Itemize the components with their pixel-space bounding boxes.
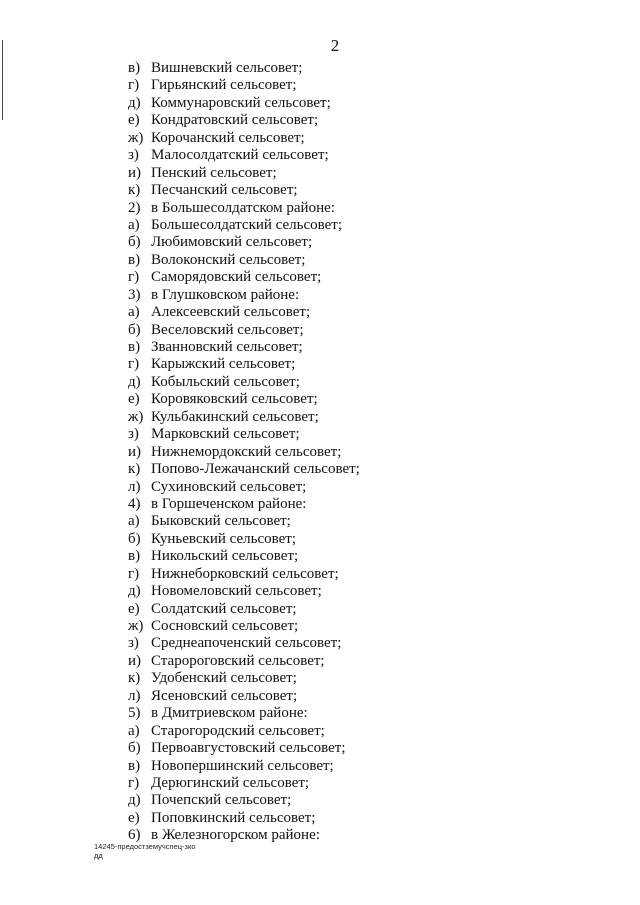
list-item-text: Нижнемордокский сельсовет; (151, 443, 342, 460)
list-item (128, 758, 360, 775)
list-item (128, 461, 360, 478)
list-item (128, 130, 360, 147)
list-item-text: Кондратовский сельсовет; (151, 112, 319, 129)
list-item (128, 566, 360, 583)
list-item (128, 374, 360, 391)
settlement-list (128, 60, 360, 845)
list-item-marker: г) (128, 774, 140, 791)
list-item (128, 165, 360, 182)
list-item-marker: 3) (128, 286, 141, 303)
list-item-marker: з) (128, 635, 139, 652)
list-item (128, 217, 360, 234)
list-item (128, 810, 360, 827)
list-item-text: Малосолдатский сельсовет; (151, 147, 329, 164)
list-item (128, 339, 360, 356)
list-item-marker: г) (128, 269, 140, 286)
footer-code: 14245-предостземучспец-зко (94, 842, 196, 851)
list-item-text: Новомеловский сельсовет; (151, 583, 322, 600)
list-item-text: в Дмитриевском районе: (151, 705, 308, 722)
list-item (128, 409, 360, 426)
list-item (128, 479, 360, 496)
list-item (128, 653, 360, 670)
list-item-text: Марковский сельсовет; (151, 426, 300, 443)
list-item (128, 618, 360, 635)
list-item (128, 252, 360, 269)
list-item (128, 688, 360, 705)
list-item-text: в Железногорском районе: (151, 827, 320, 844)
list-item (128, 77, 360, 94)
list-item-marker: в) (128, 251, 141, 268)
list-item-text: Дерюгинский сельсовет; (151, 774, 310, 791)
list-item (128, 356, 360, 373)
list-item-text: Гирьянский сельсовет; (151, 77, 297, 94)
list-item (128, 705, 360, 722)
list-item-text: Ясеновский сельсовет; (151, 687, 298, 704)
list-item-text: Алексеевский сельсовет; (151, 304, 311, 321)
list-item-text: Первоавгустовский сельсовет; (151, 740, 346, 757)
document-footer (94, 842, 196, 860)
list-item-text: Почепский сельсовет; (151, 792, 292, 809)
list-item-marker: 4) (128, 495, 141, 512)
list-item-text: Быковский сельсовет; (151, 513, 291, 530)
list-item (128, 426, 360, 443)
list-item-text: Веселовский сельсовет; (151, 321, 304, 338)
list-item (128, 234, 360, 251)
list-item-marker: в) (128, 339, 141, 355)
list-item-marker: л) (128, 687, 141, 704)
list-item-text: Сосновский сельсовет; (151, 618, 299, 634)
list-item-marker: б) (128, 234, 141, 251)
list-item-marker: и) (128, 164, 142, 181)
list-item-text: Коммунаровский сельсовет; (151, 94, 331, 111)
list-item (128, 531, 360, 548)
list-item-text: Званновский сельсовет; (151, 339, 303, 355)
list-item (128, 200, 360, 217)
list-item (128, 287, 360, 304)
list-item (128, 112, 360, 129)
list-item-marker: г) (128, 77, 140, 94)
list-item-text: Старогородский сельсовет; (151, 722, 325, 739)
list-item-marker: л) (128, 478, 141, 495)
list-item (128, 583, 360, 600)
list-item-text: Волоконский сельсовет; (151, 251, 306, 268)
list-item-marker: 2) (128, 199, 141, 216)
list-item-marker: г) (128, 356, 140, 373)
list-item-marker: и) (128, 652, 142, 669)
list-item-marker: а) (128, 722, 140, 739)
list-item-text: Пенский сельсовет; (151, 164, 277, 181)
list-item-marker: з) (128, 147, 139, 164)
list-item-marker: в) (128, 757, 141, 774)
list-item (128, 723, 360, 740)
list-item-text: в Горшеченском районе: (151, 495, 307, 512)
list-item-text: Удобенский сельсовет; (151, 670, 297, 687)
list-item-marker: и) (128, 443, 142, 460)
list-item (128, 513, 360, 530)
list-item (128, 496, 360, 513)
list-item (128, 391, 360, 408)
list-item (128, 60, 360, 77)
list-item (128, 444, 360, 461)
list-item (128, 670, 360, 687)
list-item (128, 740, 360, 757)
footer-initials: дд (94, 851, 103, 860)
list-item (128, 792, 360, 809)
list-item-text: Кульбакинский сельсовет; (151, 408, 319, 425)
list-item-text: Попово-Лежачанский сельсовет; (151, 461, 360, 478)
page-number: 2 (330, 36, 340, 55)
list-item (128, 304, 360, 321)
list-item-text: Старороговский сельсовет; (151, 652, 325, 669)
list-item-text: Нижнеборковский сельсовет; (151, 565, 339, 582)
list-item-text: Карыжский сельсовет; (151, 356, 296, 373)
list-item-text: Среднеапоченский сельсовет; (151, 635, 342, 652)
list-item-marker: б) (128, 530, 141, 547)
list-item-marker: б) (128, 740, 141, 757)
list-item-marker: ж) (128, 618, 144, 634)
list-item-text: в Глушковском районе: (151, 286, 300, 303)
list-item-text: Солдатский сельсовет; (151, 600, 297, 617)
list-item-text: Любимовский сельсовет; (151, 234, 313, 251)
list-item-marker: ж) (128, 408, 144, 425)
list-item-marker: з) (128, 426, 139, 443)
list-item-marker: б) (128, 321, 141, 338)
list-item-text: в Большесолдатском районе: (151, 199, 335, 216)
list-item-text: Новопершинский сельсовет; (151, 757, 334, 774)
list-item-text: Вишневский сельсовет; (151, 60, 303, 76)
list-item (128, 182, 360, 199)
list-item-text: Песчанский сельсовет; (151, 182, 298, 199)
list-item-marker: а) (128, 513, 140, 530)
list-item-marker: д) (128, 94, 141, 111)
list-item-text: Сухиновский сельсовет; (151, 478, 307, 495)
list-item (128, 95, 360, 112)
list-item (128, 269, 360, 286)
list-item-marker: г) (128, 565, 140, 582)
list-item-marker: ж) (128, 129, 144, 146)
list-item-text: Никольский сельсовет; (151, 548, 299, 565)
list-item-marker: д) (128, 583, 141, 600)
list-item (128, 322, 360, 339)
list-item-marker: е) (128, 600, 140, 617)
list-item-marker: е) (128, 112, 140, 129)
list-item (128, 775, 360, 792)
list-item (128, 147, 360, 164)
list-item-marker: к) (128, 461, 141, 478)
list-item (128, 635, 360, 652)
list-item-text: Коровяковский сельсовет; (151, 391, 318, 408)
list-item-marker: к) (128, 670, 141, 687)
list-item-text: Корочанский сельсовет; (151, 129, 305, 146)
list-item-text: Кобыльский сельсовет; (151, 373, 300, 390)
list-item-text: Большесолдатский сельсовет; (151, 216, 343, 233)
list-item-marker: д) (128, 792, 141, 809)
list-item-marker: а) (128, 304, 140, 321)
list-item-marker: е) (128, 809, 140, 826)
list-item-text: Куньевский сельсовет; (151, 530, 297, 547)
list-item-text: Поповкинский сельсовет; (151, 809, 316, 826)
list-item-marker: д) (128, 373, 141, 390)
list-item (128, 601, 360, 618)
list-item-marker: в) (128, 548, 141, 565)
list-item-marker: к) (128, 182, 141, 199)
list-item-marker: в) (128, 60, 141, 76)
list-item-text: Саморядовский сельсовет; (151, 269, 322, 286)
list-item-marker: е) (128, 391, 140, 408)
list-item (128, 548, 360, 565)
list-item-marker: 6) (128, 827, 141, 844)
list-item-marker: 5) (128, 705, 141, 722)
list-item-marker: а) (128, 216, 140, 233)
